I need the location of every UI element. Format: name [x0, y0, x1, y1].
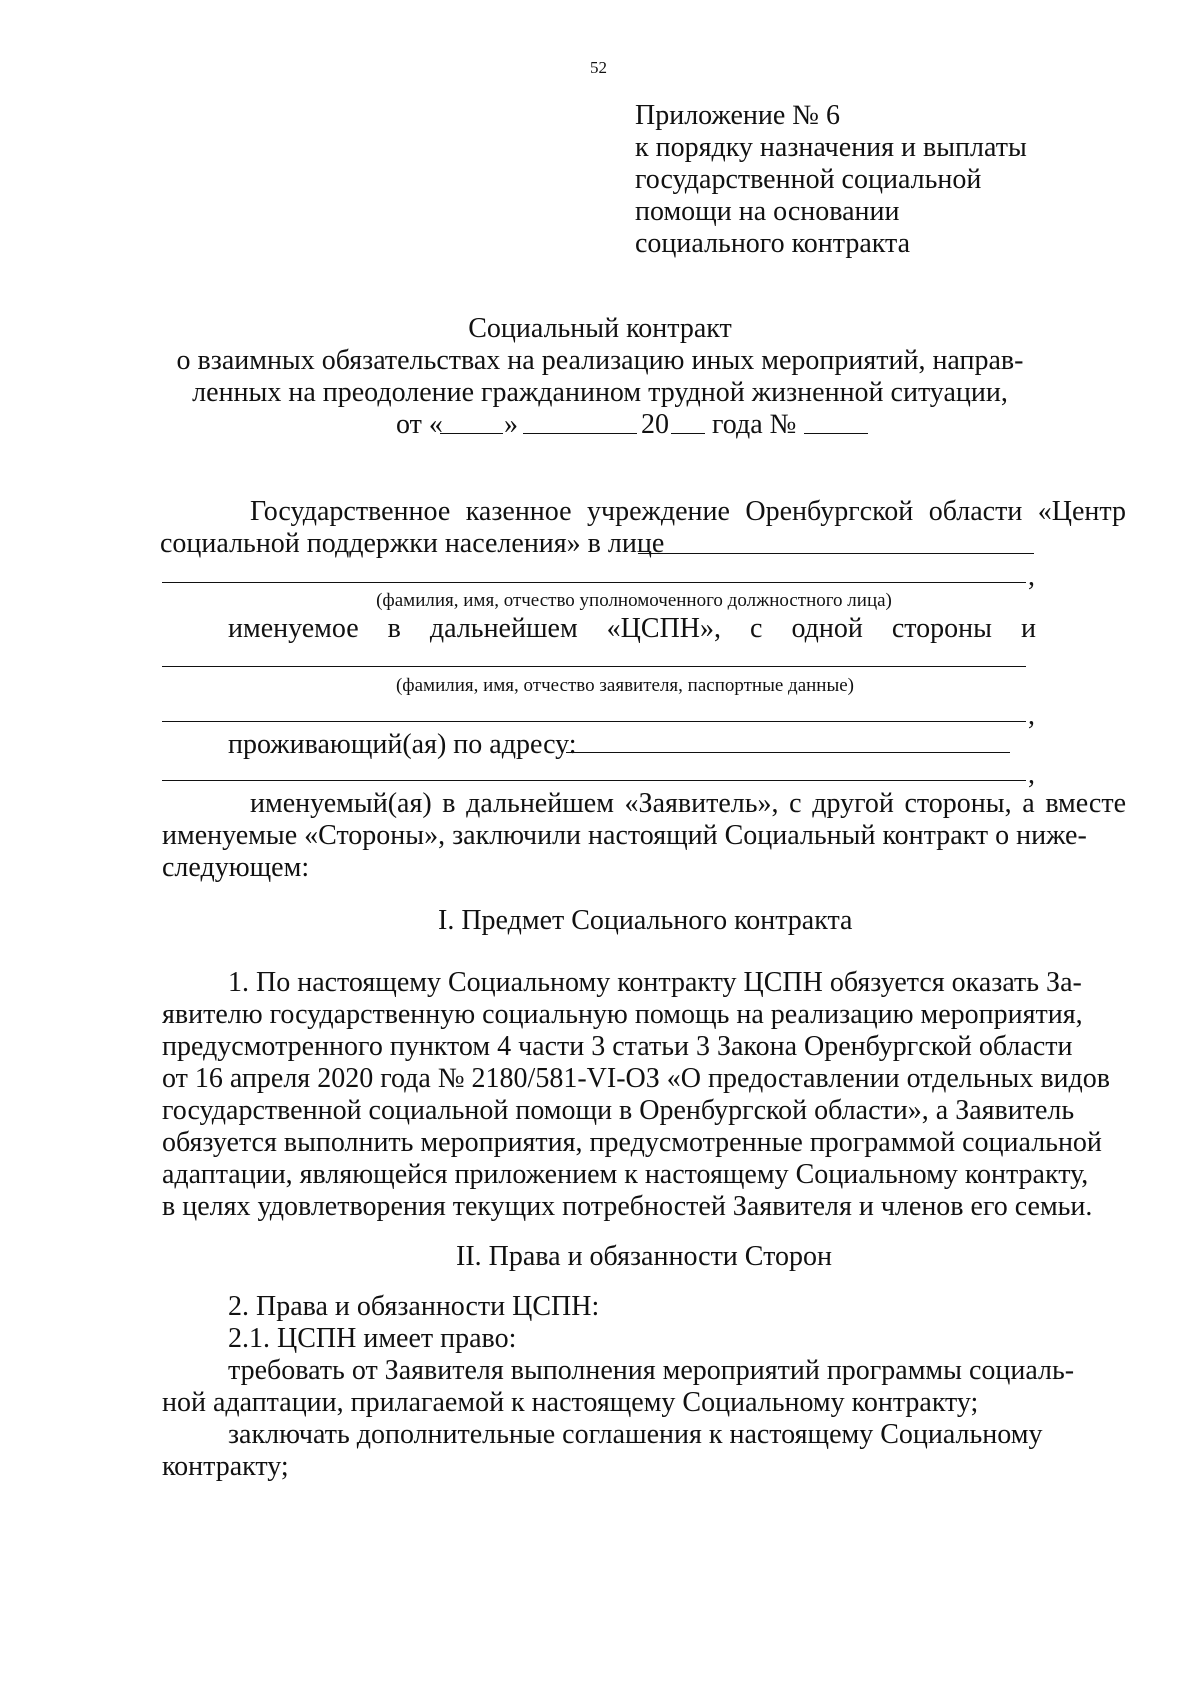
- contract-number-blank[interactable]: [804, 433, 868, 434]
- paragraph-line: от 16 апреля 2020 года № 2180/581-VI-ОЗ «О предоставлении отдельных видов: [162, 1063, 1111, 1094]
- right-line: ной адаптации, прилагаемой к настоящему Социальному контракту;: [162, 1387, 979, 1418]
- caption-applicant: (фамилия, имя, отчество заявителя, паспортные данные): [395, 675, 855, 696]
- appendix-line: Приложение № 6: [635, 100, 840, 131]
- named-line: [228, 612, 1036, 646]
- appendix-line: к порядку назначения и выплаты: [635, 132, 1027, 163]
- date-day-blank[interactable]: [440, 433, 503, 434]
- paragraph-line: 1. По настоящему Социальному контракту ЦСПН обязуется оказать За-: [228, 967, 1082, 998]
- date-year-blank[interactable]: [671, 433, 705, 434]
- named-word: именуемое: [228, 613, 359, 644]
- right-line: требовать от Заявителя выполнения мероприятий программы социаль-: [228, 1355, 1075, 1386]
- title-line: Социальный контракт: [468, 313, 732, 344]
- paragraph-line: явителю государственную социальную помощь на реализацию мероприятия,: [162, 999, 1083, 1030]
- comma: ,: [1028, 700, 1035, 731]
- parties-intro-line: Государственное казенное учреждение Оренбургской области «Центр: [250, 496, 1126, 527]
- date-from-label: от «: [396, 409, 443, 440]
- paragraph-line: в целях удовлетворения текущих потребностей Заявителя и членов его семьи.: [162, 1191, 1093, 1222]
- closing-line: именуемые «Стороны», заключили настоящий Социальный контракт о ниже-: [162, 820, 1087, 851]
- appendix-line: государственной социальной: [635, 164, 982, 195]
- comma: ,: [1028, 561, 1035, 592]
- closing-line: следующем:: [162, 852, 310, 883]
- clause-2-1: 2.1. ЦСПН имеет право:: [228, 1323, 517, 1354]
- section-heading: II. Права и обязанности Сторон: [456, 1241, 832, 1272]
- section-heading: I. Предмет Социального контракта: [438, 905, 853, 936]
- right-line: заключать дополнительные соглашения к настоящему Социальному: [228, 1419, 1043, 1450]
- named-word: и: [1020, 613, 1036, 644]
- parties-intro-line: социальной поддержки населения» в лице: [160, 528, 665, 559]
- right-line: контракту;: [162, 1451, 289, 1482]
- named-word: дальнейшем: [429, 613, 578, 644]
- paragraph-line: адаптации, являющейся приложением к настоящему Социальному контракту,: [162, 1159, 1089, 1190]
- closing-line: именуемый(ая) в дальнейшем «Заявитель», с другой стороны, а вместе: [250, 788, 1126, 819]
- official-name-blank[interactable]: [638, 553, 1034, 554]
- appendix-line: социального контракта: [635, 228, 910, 259]
- comma: ,: [1028, 759, 1035, 790]
- named-word: с: [750, 613, 763, 644]
- date-close-quote: »: [504, 409, 518, 440]
- official-name-blank-cont[interactable]: [162, 582, 1026, 583]
- page-number: 52: [590, 58, 607, 77]
- title-line: ленных на преодоление гражданином трудной жизненной ситуации,: [192, 377, 1008, 408]
- clause-2: 2. Права и обязанности ЦСПН:: [228, 1291, 600, 1322]
- caption-official: (фамилия, имя, отчество уполномоченного должностного лица): [376, 590, 892, 611]
- paragraph-line: государственной социальной помощи в Оренбургской области», а Заявитель: [162, 1095, 1075, 1126]
- address-blank-cont[interactable]: [162, 780, 1026, 781]
- paragraph-line: предусмотренного пунктом 4 части 3 статьи 3 Закона Оренбургской области: [162, 1031, 1073, 1062]
- named-word: в: [387, 613, 401, 644]
- applicant-name-blank[interactable]: [162, 666, 1026, 667]
- date-number-label: года №: [712, 409, 797, 440]
- title-line: о взаимных обязательствах на реализацию иных мероприятий, направ-: [176, 345, 1024, 376]
- address-label: проживающий(ая) по адресу:: [228, 729, 577, 760]
- paragraph-line: обязуется выполнить мероприятия, предусмотренные программой социальной: [162, 1127, 1102, 1158]
- date-month-blank[interactable]: [523, 433, 637, 434]
- named-word: стороны: [891, 613, 992, 644]
- named-word: «ЦСПН»,: [606, 613, 722, 644]
- appendix-line: помощи на основании: [635, 196, 900, 227]
- named-word: одной: [791, 613, 863, 644]
- applicant-passport-blank[interactable]: [162, 721, 1026, 722]
- date-year-prefix: 20: [641, 409, 669, 440]
- address-blank[interactable]: [566, 752, 1010, 753]
